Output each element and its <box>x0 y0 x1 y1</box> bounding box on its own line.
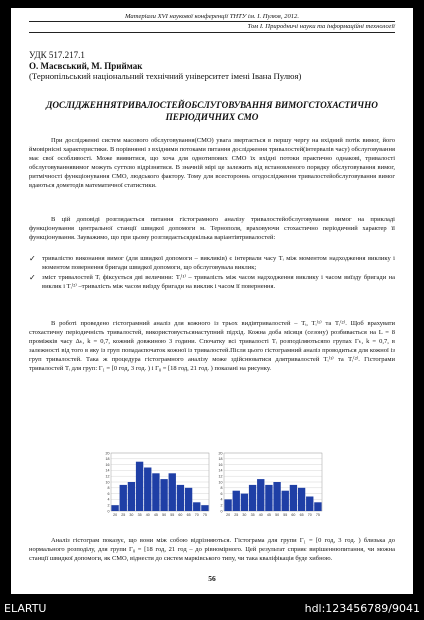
histogram-figure <box>101 451 323 523</box>
histogram-bar <box>224 499 231 511</box>
checkmark-icon: ✓ <box>29 273 36 283</box>
list-item <box>29 254 395 272</box>
y-tick-label: 8 <box>107 486 110 491</box>
x-tick-label: 35 <box>250 513 255 517</box>
x-tick-label: 70 <box>194 513 199 517</box>
y-tick-label: 18 <box>218 457 223 462</box>
y-tick-label: 16 <box>105 462 110 467</box>
histogram-bar <box>257 479 264 511</box>
histogram-bar <box>136 462 143 511</box>
checkmark-icon: ✓ <box>29 254 36 263</box>
y-tick-label: 14 <box>105 468 110 473</box>
x-tick-label: 40 <box>145 513 150 517</box>
article-title: ДОСЛІДЖЕННЯТРИВАЛОСТЕЙОБСЛУГОВУВАННЯ ВИМОГСТОХАСТИЧНО ПЕРІОДИЧНИХ СМО <box>46 100 378 122</box>
x-tick-label: 45 <box>266 513 271 517</box>
y-tick-label: 16 <box>218 462 223 467</box>
histogram-bar <box>306 497 313 512</box>
y-tick-label: 0 <box>107 509 110 514</box>
y-tick-label: 18 <box>105 457 110 462</box>
histogram-bar <box>185 488 192 511</box>
histogram-bar <box>120 485 127 511</box>
x-tick-label: 50 <box>162 513 167 517</box>
histogram-bar <box>193 502 200 511</box>
x-tick-label: 55 <box>283 513 288 517</box>
bullet-list <box>29 254 395 292</box>
x-tick-label: 75 <box>315 513 320 517</box>
affiliation: (Тернопільський національний технічний університет імені Івана Пулюя) <box>29 71 302 81</box>
paragraph-conclusion: Аналіз гістограм показує, що вони між собою відрізняються. Гістограма для групи Γ₁ = [0 год, 3 год. ) близька до нормального розподілу, для групи Γ₈ = [18 год, 21 год – до рівномірного. Цей результат сприяє вирішеннюпитання, чи можна станції швидкої допомоги, як СМО, віднести до систем марківського типу, чи така кваліфікація буде хибною. <box>29 537 395 563</box>
x-tick-label: 40 <box>258 513 263 517</box>
paper-page <box>11 8 413 594</box>
histogram-bar <box>241 494 248 511</box>
x-tick-label: 65 <box>299 513 304 517</box>
histogram-bar <box>273 482 280 511</box>
list-item <box>29 273 395 291</box>
histogram-bar <box>290 485 297 511</box>
x-tick-label: 50 <box>275 513 280 517</box>
running-header-conference: Матеріали XVI наукової конференції ТНТУ ім. І. Пулюя, 2012. <box>125 13 299 20</box>
x-tick-label: 55 <box>170 513 175 517</box>
y-tick-label: 12 <box>105 474 110 479</box>
x-tick-label: 20 <box>226 513 231 517</box>
header-rule-bottom <box>29 32 395 33</box>
list-item-text: тривалістю виконання вимог (для швидкої допомоги – викликів) є інтервали часу Tᵢ між моментом надходження виклику і моментом повернення бригади швидкої допомоги, що обслуговувала виклик; <box>42 255 395 272</box>
authors: О. Масвський, М. Приймак <box>29 61 143 71</box>
histogram-bar <box>152 473 159 511</box>
page-number: 56 <box>208 574 216 583</box>
y-tick-label: 10 <box>218 480 223 485</box>
footer-handle: hdl:123456789/9041 <box>304 602 420 615</box>
histogram-bar <box>282 491 289 511</box>
y-tick-label: 6 <box>107 491 110 496</box>
histogram-bar <box>233 491 240 511</box>
x-tick-label: 75 <box>202 513 207 517</box>
y-tick-label: 20 <box>105 451 110 456</box>
running-header-volume: Том І. Природничі науки та інформаційні технології <box>247 23 395 30</box>
histogram-bar <box>144 468 151 512</box>
y-tick-label: 4 <box>107 497 110 502</box>
y-tick-label: 4 <box>220 497 223 502</box>
x-tick-label: 60 <box>178 513 183 517</box>
x-tick-label: 45 <box>153 513 158 517</box>
x-tick-label: 25 <box>234 513 239 517</box>
y-tick-label: 2 <box>220 503 223 508</box>
x-tick-label: 25 <box>121 513 126 517</box>
list-item-text: зміст тривалостей Tᵢ фіксується дві величини: Tᵢ⁽¹⁾ – тривалість між часом надходження виклику і часом виїзду бригади на виклик і Tᵢ⁽²⁾ –тривалість між часом виїзду бригади на виклик і часом її повернення. <box>42 274 395 291</box>
histogram-bar <box>128 482 135 511</box>
paragraph-scope: В цій доповіді розглядається питання гістограмного аналізу тривалостейобслуговування вимог на прикладі функціонування центральної станції швидкої допомоги м. Тернополя, враховуючи стохастично періодичний характер її функціонування. Зауважимо, що при цьому розглядаєтьсядекілька варіантівтривалостей: <box>29 216 395 242</box>
header-rule-top <box>29 21 395 22</box>
x-tick-label: 30 <box>129 513 134 517</box>
histogram-bar <box>111 505 118 511</box>
x-tick-label: 60 <box>291 513 296 517</box>
histogram-bar <box>177 485 184 511</box>
footer-repository-name: ELARTU <box>4 602 47 615</box>
x-tick-label: 70 <box>307 513 312 517</box>
histogram-bar <box>265 485 272 511</box>
x-tick-label: 20 <box>113 513 118 517</box>
y-tick-label: 12 <box>218 474 223 479</box>
histogram-bar <box>298 488 305 511</box>
paragraph-intro: При дослідженні систем масового обслуговування(СМО) увага звертається в першу чергу на вхідний потік вимог, його ймовірнісні характеристики. В порівнянні з вхідними потоками питання дослідження тривалостей(інтервалів часу) обслуговування має свої особливості. Може виявитися, що хоча для однотипових СМО їх вхідні потоки практично однакові, тривалості обслуговуваннявимог можуть суттєво відрізнятися. В значній мірі це залежить від встановленого порядку обслуговування вимог, ритмічності функціонування СМО, людського фактору. Тому для всестороннь огодослідження тривалостейобслуговування вимог вдаються дометодів математичної статистики. <box>29 137 395 190</box>
histogram-bar <box>314 502 321 511</box>
y-tick-label: 20 <box>218 451 223 456</box>
udk-code: УДК 517.217.1 <box>29 50 85 60</box>
x-tick-label: 35 <box>137 513 142 517</box>
histogram-bar <box>201 505 208 511</box>
y-tick-label: 2 <box>107 503 110 508</box>
x-tick-label: 65 <box>186 513 191 517</box>
y-tick-label: 8 <box>220 486 223 491</box>
y-tick-label: 6 <box>220 491 223 496</box>
y-tick-label: 14 <box>218 468 223 473</box>
y-tick-label: 0 <box>220 509 223 514</box>
x-tick-label: 30 <box>242 513 247 517</box>
y-tick-label: 10 <box>105 480 110 485</box>
histogram-bar <box>160 479 167 511</box>
histogram-bar <box>169 473 176 511</box>
paragraph-method: В роботі проведено гістограмний аналіз для кожного із трьох видівтривалостей – Tᵢ, Tᵢ⁽¹⁾ та Tᵢ⁽²⁾. Щоб врахувати стохастичну періодичність тривалостей, використовуєтьсянаступний підхід. Кожна доба місяця (сезону) розбивається на L = 8 проміжків часу Δₖ, k = 0,7, кожний довжиною 3 години. Спочатку всі тривалості Tᵢ розподіляютьсяпо групах Γₖ, k = 0,7, в залежності від того в яку із груп попадаєпочаток кожної із тривалостей.Після цього гістограмний аналіз проводиться для кожної із груп тривалостей. Така ж процедура гістограмного аналізу може здійснюватися длятривалостей Tᵢ⁽¹⁾ та Tᵢ⁽²⁾. Гістограми тривалостей Tᵢ для груп: Γ₁ = [0 год, 3 год. ) і Γ₈ = [18 год, 21 год. ) показані на рисунку. <box>29 320 395 373</box>
histogram-bar <box>249 485 256 511</box>
